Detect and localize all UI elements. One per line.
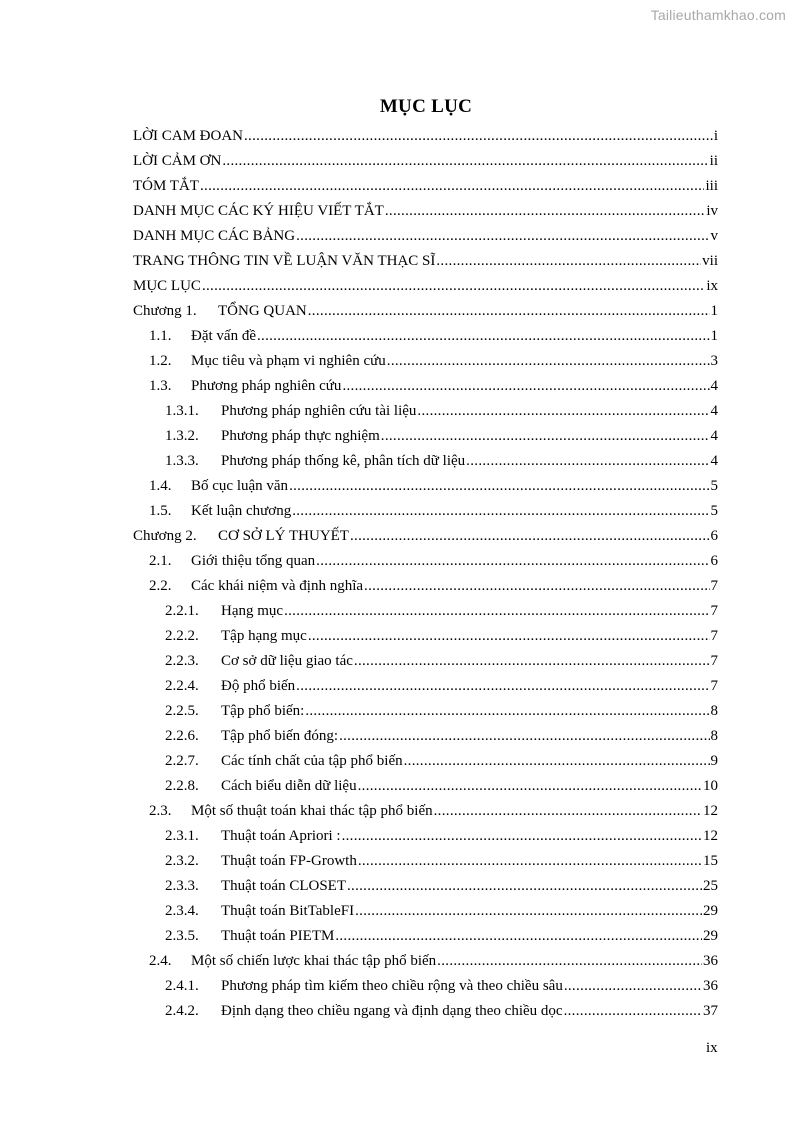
page-number-footer: ix <box>706 1040 718 1056</box>
dot-leader <box>308 299 710 324</box>
toc-entry-label: Giới thiệu tổng quan <box>191 553 316 569</box>
toc-entry-page: 29 <box>703 928 718 944</box>
toc-entry-page: 37 <box>703 1003 718 1019</box>
toc-entry-page: 3 <box>710 353 718 369</box>
toc-entry-number: 2.3. <box>149 803 172 819</box>
toc-entry-page: ix <box>706 278 718 294</box>
toc-entry-number: 2.3.3. <box>165 878 199 894</box>
dot-leader <box>355 899 702 924</box>
toc-entry[interactable] <box>133 524 718 549</box>
toc-entry[interactable] <box>133 824 718 849</box>
toc-entry[interactable] <box>133 624 718 649</box>
toc-entry-number: 2.4.1. <box>165 978 199 994</box>
dot-leader <box>335 924 702 949</box>
dot-leader <box>296 224 709 249</box>
dot-leader <box>437 949 702 974</box>
toc-entry[interactable] <box>133 249 718 274</box>
dot-leader <box>354 649 710 674</box>
toc-entry[interactable] <box>133 274 718 299</box>
toc-entry-label: CƠ SỞ LÝ THUYẾT <box>218 528 349 544</box>
toc-entry-page: 9 <box>710 753 718 769</box>
toc-entry-number: 2.1. <box>149 553 172 569</box>
toc-entry-label: Phương pháp thực nghiệm <box>221 428 380 444</box>
toc-entry-number: Chương 2. <box>133 528 197 544</box>
toc-entry[interactable] <box>133 674 718 699</box>
dot-leader <box>385 199 705 224</box>
toc-entry-page: vii <box>702 253 718 269</box>
dot-leader <box>466 449 709 474</box>
toc-entry-label: Hạng mục <box>221 603 284 619</box>
toc-entry-number: 1.3.1. <box>165 403 199 419</box>
dot-leader <box>296 674 709 699</box>
toc-entry-page: 8 <box>710 703 718 719</box>
toc-entry-number: 1.3. <box>149 378 172 394</box>
toc-entry[interactable] <box>133 599 718 624</box>
toc-entry[interactable] <box>133 949 718 974</box>
toc-entry-label: Độ phổ biến <box>221 678 296 694</box>
toc-entry[interactable] <box>133 774 718 799</box>
toc-entry-page: 4 <box>710 428 718 444</box>
toc-entry-number: 2.2.2. <box>165 628 199 644</box>
toc-entry-page: 7 <box>710 678 718 694</box>
toc-entry-label: TÓM TẮT <box>133 178 199 194</box>
toc-entry-label: Phương pháp thống kê, phân tích dữ liệu <box>221 453 466 469</box>
toc-entry[interactable] <box>133 174 718 199</box>
toc-entry-page: 6 <box>710 553 718 569</box>
toc-entry-label: Bố cục luận văn <box>191 478 289 494</box>
toc-entry-label: Một số thuật toán khai thác tập phổ biến <box>191 803 433 819</box>
toc-entry[interactable] <box>133 449 718 474</box>
toc-entry[interactable] <box>133 349 718 374</box>
toc-entry-label: Kết luận chương <box>191 503 292 519</box>
toc-entry-number: 2.4. <box>149 953 172 969</box>
toc-entry-number: 2.2.6. <box>165 728 199 744</box>
toc-entry-label: Đặt vấn đề <box>191 328 256 344</box>
dot-leader <box>564 974 702 999</box>
toc-entry[interactable] <box>133 149 718 174</box>
toc-entry-page: 1 <box>710 303 718 319</box>
toc-entry-number: 2.4.2. <box>165 1003 199 1019</box>
table-of-contents <box>133 124 718 1024</box>
toc-entry-label: Định dạng theo chiều ngang và định dạng theo chiều dọc <box>221 1003 563 1019</box>
toc-entry[interactable] <box>133 999 718 1024</box>
toc-entry-label: DANH MỤC CÁC KÝ HIỆU VIẾT TẮT <box>133 203 384 219</box>
dot-leader <box>200 174 705 199</box>
dot-leader <box>350 524 710 549</box>
toc-entry-label: MỤC LỤC <box>133 278 201 294</box>
dot-leader <box>305 699 709 724</box>
page-title: MỤC LỤC <box>379 96 473 117</box>
dot-leader <box>436 249 701 274</box>
toc-entry-number: 1.1. <box>149 328 172 344</box>
toc-entry-label: Tập phổ biến: <box>221 703 305 719</box>
toc-entry-number: Chương 1. <box>133 303 197 319</box>
toc-entry-page: 15 <box>703 853 718 869</box>
toc-entry[interactable] <box>133 974 718 999</box>
toc-entry-page: 5 <box>710 503 718 519</box>
toc-entry-number: 2.2.4. <box>165 678 199 694</box>
toc-entry-page: 1 <box>710 328 718 344</box>
toc-entry-number: 2.2. <box>149 578 172 594</box>
toc-entry[interactable] <box>133 749 718 774</box>
toc-entry-label: Cơ sở dữ liệu giao tác <box>221 653 353 669</box>
toc-entry-number: 1.3.3. <box>165 453 199 469</box>
toc-entry-page: iv <box>706 203 718 219</box>
dot-leader <box>308 624 710 649</box>
toc-entry-page: 5 <box>710 478 718 494</box>
toc-entry[interactable] <box>133 399 718 424</box>
toc-entry-page: 12 <box>703 828 718 844</box>
toc-entry-label: Thuật toán Apriori : <box>221 828 341 844</box>
toc-entry-number: 2.2.5. <box>165 703 199 719</box>
toc-entry-label: Tập phổ biến đóng: <box>221 728 339 744</box>
toc-entry[interactable] <box>133 574 718 599</box>
toc-entry-label: Các tính chất của tập phổ biến <box>221 753 403 769</box>
toc-entry-page: 36 <box>703 978 718 994</box>
dot-leader <box>434 799 702 824</box>
toc-entry-page: iii <box>705 178 718 194</box>
toc-entry[interactable] <box>133 724 718 749</box>
toc-entry-label: Thuật toán CLOSET <box>221 878 346 894</box>
toc-entry-label: Thuật toán PIETM <box>221 928 335 944</box>
toc-entry-page: ii <box>709 153 718 169</box>
toc-entry-number: 2.2.7. <box>165 753 199 769</box>
toc-entry-label: Phương pháp nghiên cứu tài liệu <box>221 403 417 419</box>
toc-entry-page: 6 <box>710 528 718 544</box>
dot-leader <box>404 749 710 774</box>
toc-entry-page: 8 <box>710 728 718 744</box>
toc-entry-number: 1.5. <box>149 503 172 519</box>
toc-entry-page: v <box>710 228 718 244</box>
toc-entry[interactable] <box>133 849 718 874</box>
toc-entry-page: 4 <box>710 378 718 394</box>
toc-entry[interactable] <box>133 324 718 349</box>
toc-entry[interactable] <box>133 224 718 249</box>
toc-entry-page: 7 <box>710 578 718 594</box>
dot-leader <box>289 474 709 499</box>
toc-entry-label: Phương pháp tìm kiếm theo chiều rộng và theo chiều sâu <box>221 978 563 994</box>
dot-leader <box>347 874 702 899</box>
toc-entry-label: LỜI CAM ĐOAN <box>133 128 243 144</box>
dot-leader <box>202 274 705 299</box>
toc-entry-number: 2.3.5. <box>165 928 199 944</box>
toc-entry-number: 2.3.1. <box>165 828 199 844</box>
toc-entry[interactable] <box>133 649 718 674</box>
toc-entry-number: 1.2. <box>149 353 172 369</box>
toc-entry-number: 2.3.2. <box>165 853 199 869</box>
toc-entry-label: Mục tiêu và phạm vi nghiên cứu <box>191 353 386 369</box>
toc-entry-number: 1.4. <box>149 478 172 494</box>
toc-entry-number: 1.3.2. <box>165 428 199 444</box>
dot-leader <box>381 424 710 449</box>
toc-entry-page: 36 <box>703 953 718 969</box>
toc-entry-page: 7 <box>710 603 718 619</box>
toc-entry[interactable] <box>133 874 718 899</box>
toc-entry-page: 29 <box>703 903 718 919</box>
toc-entry-label: Thuật toán FP-Growth <box>221 853 357 869</box>
toc-entry-label: DANH MỤC CÁC BẢNG <box>133 228 296 244</box>
toc-entry[interactable] <box>133 124 718 149</box>
dot-leader <box>364 574 709 599</box>
toc-entry-number: 2.2.8. <box>165 778 199 794</box>
dot-leader <box>358 774 702 799</box>
toc-entry-label: Một số chiến lược khai thác tập phổ biến <box>191 953 437 969</box>
toc-entry[interactable] <box>133 799 718 824</box>
toc-entry-label: Thuật toán BitTableFI <box>221 903 355 919</box>
toc-entry-label: TỔNG QUAN <box>218 303 307 319</box>
dot-leader <box>342 374 709 399</box>
toc-entry[interactable] <box>133 474 718 499</box>
toc-entry-page: 12 <box>703 803 718 819</box>
toc-entry[interactable] <box>133 699 718 724</box>
toc-entry[interactable] <box>133 924 718 949</box>
toc-entry[interactable] <box>133 549 718 574</box>
toc-entry-label: Phương pháp nghiên cứu <box>191 378 342 394</box>
dot-leader <box>284 599 709 624</box>
toc-entry-page: 4 <box>710 403 718 419</box>
toc-entry[interactable] <box>133 199 718 224</box>
dot-leader <box>564 999 702 1024</box>
dot-leader <box>244 124 713 149</box>
toc-entry-label: Các khái niệm và định nghĩa <box>191 578 364 594</box>
dot-leader <box>222 149 708 174</box>
toc-entry-page: 25 <box>703 878 718 894</box>
dot-leader <box>387 349 710 374</box>
toc-entry[interactable] <box>133 899 718 924</box>
toc-entry-number: 2.2.3. <box>165 653 199 669</box>
dot-leader <box>339 724 709 749</box>
toc-entry-label: Cách biểu diễn dữ liệu <box>221 778 357 794</box>
toc-entry-label: TRANG THÔNG TIN VỀ LUẬN VĂN THẠC SĨ <box>133 253 436 269</box>
toc-entry-label: LỜI CẢM ƠN <box>133 153 222 169</box>
dot-leader <box>358 849 702 874</box>
toc-entry-page: 7 <box>710 628 718 644</box>
toc-entry-number: 2.2.1. <box>165 603 199 619</box>
dot-leader <box>417 399 709 424</box>
dot-leader <box>292 499 709 524</box>
toc-entry-label: Tập hạng mục <box>221 628 307 644</box>
toc-entry[interactable] <box>133 374 718 399</box>
toc-entry-number: 2.3.4. <box>165 903 199 919</box>
toc-entry[interactable] <box>133 499 718 524</box>
toc-entry-page: i <box>713 128 718 144</box>
watermark: Tailieuthamkhao.com <box>650 7 786 23</box>
toc-entry-page: 7 <box>710 653 718 669</box>
dot-leader <box>257 324 710 349</box>
toc-entry-page: 10 <box>703 778 718 794</box>
toc-entry-page: 4 <box>710 453 718 469</box>
toc-entry[interactable] <box>133 299 718 324</box>
toc-entry[interactable] <box>133 424 718 449</box>
dot-leader <box>342 824 702 849</box>
dot-leader <box>316 549 709 574</box>
